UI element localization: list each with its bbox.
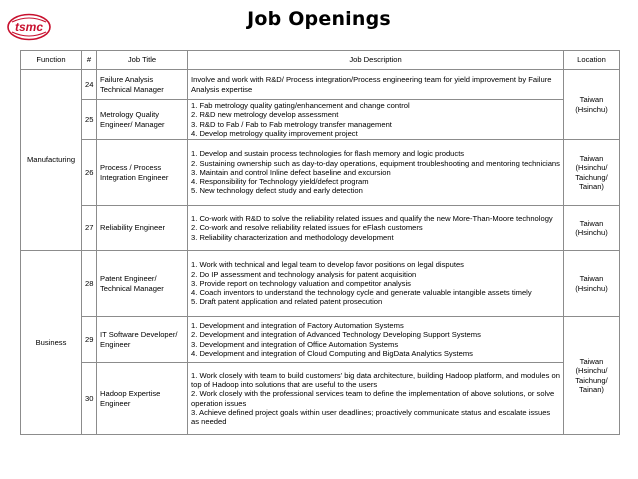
job-description-cell [188, 100, 564, 140]
table-row [21, 251, 620, 317]
column-header-location: Location [564, 51, 620, 70]
job-title-cell: Hadoop Expertise Engineer [97, 363, 188, 435]
table-row [21, 317, 620, 363]
description-line: 4. Coach inventors to understand the technology cycle and generate valuable intangible assets timely [191, 288, 532, 298]
function-cell-business: Business [21, 251, 82, 435]
column-header-function: Function [21, 51, 82, 70]
description-line: 1. Work closely with team to build customers' big data architecture, building Hadoop platform, and modules on top of Hadoop into solutions that are useful to the users [191, 370, 560, 390]
job-description-cell [188, 317, 564, 363]
job-title-cell: Metrology Quality Engineer/ Manager [97, 100, 188, 140]
description-line: 2. Work closely with the professional services team to define the implementation of above solutions, or solve operation issues [191, 389, 555, 408]
description-line: Involve and work with R&D/ Process integration/Process engineering team for yield improvement by Failure Analysis expertise [191, 75, 552, 94]
job-title-cell: Patent Engineer/ Technical Manager [97, 251, 188, 317]
description-line: 2. Do IP assessment and technology analysis for patent acquisition [191, 269, 417, 279]
description-line: 5. New technology defect study and early detection [191, 186, 363, 196]
location-cell: Taiwan (Hsinchu) [564, 251, 620, 317]
description-line: 3. R&D to Fab / Fab to Fab metrology transfer management [191, 119, 392, 129]
logo-text: tsmc [14, 20, 44, 34]
job-title-cell: Reliability Engineer [97, 206, 188, 251]
location-cell: Taiwan (Hsinchu/ Taichung/ Tainan) [564, 317, 620, 435]
job-title-cell: Process / Process Integration Engineer [97, 140, 188, 206]
column-header-job-description: Job Description [188, 51, 564, 70]
job-description-cell [188, 363, 564, 435]
job-title-cell: IT Software Developer/ Engineer [97, 317, 188, 363]
description-line: 2. R&D new metrology develop assessment [191, 110, 339, 120]
table-row [21, 140, 620, 206]
description-line: 1. Develop and sustain process technologies for flash memory and logic products [191, 149, 465, 159]
description-line: 3. Provide report on technology valuation and competitor analysis [191, 278, 411, 288]
column-header-number: # [82, 51, 97, 70]
table-row [21, 70, 620, 100]
job-number-cell: 30 [82, 363, 97, 435]
job-description-cell [188, 206, 564, 251]
job-number-cell: 27 [82, 206, 97, 251]
table-header-row [21, 51, 620, 70]
job-number-cell: 26 [82, 140, 97, 206]
description-line: 5. Draft patent application and related patent prosecution [191, 297, 383, 307]
description-line: 3. Achieve defined project goals within user deadlines; proactively communicate status and escalate issues as needed [191, 407, 551, 426]
job-description-cell [188, 251, 564, 317]
job-number-cell: 24 [82, 70, 97, 100]
description-line: 1. Fab metrology quality gating/enhancement and change control [191, 101, 410, 111]
job-number-cell: 28 [82, 251, 97, 317]
job-title-cell: Failure Analysis Technical Manager [97, 70, 188, 100]
location-cell: Taiwan (Hsinchu/ Taichung/ Tainan) [564, 140, 620, 206]
job-number-cell: 25 [82, 100, 97, 140]
function-cell-manufacturing: Manufacturing [21, 70, 82, 251]
job-description-cell [188, 140, 564, 206]
description-line: 3. Development and integration of Office Automation Systems [191, 339, 399, 349]
job-openings-table [20, 50, 620, 435]
description-line: 2. Development and integration of Advanced Technology Developing Support Systems [191, 330, 481, 340]
location-cell: Taiwan (Hsinchu) [564, 70, 620, 140]
description-line: 2. Co-work and resolve reliability related issues for eFlash customers [191, 223, 423, 233]
location-cell: Taiwan (Hsinchu) [564, 206, 620, 251]
job-number-cell: 29 [82, 317, 97, 363]
description-line: 4. Develop metrology quality improvement project [191, 128, 358, 138]
table-row [21, 206, 620, 251]
job-description-cell [188, 70, 564, 100]
description-line: 2. Sustaining ownership such as day-to-day operations, equipment troubleshooting and mentoring technicians [191, 158, 560, 168]
description-line: 4. Development and integration of Cloud Computing and BigData Analytics Systems [191, 348, 473, 358]
description-line: 1. Development and integration of Factory Automation Systems [191, 321, 404, 331]
description-line: 3. Reliability characterization and methodology development [191, 232, 394, 242]
description-line: 3. Maintain and control Inline defect baseline and excursion [191, 167, 391, 177]
page-title: Job Openings [247, 8, 391, 30]
column-header-job-title: Job Title [97, 51, 188, 70]
table-row [21, 363, 620, 435]
description-line: 1. Work with technical and legal team to develop favor positions on legal disputes [191, 260, 464, 270]
description-line: 1. Co-work with R&D to solve the reliability related issues and qualify the new More-Than-Moore technology [191, 214, 553, 224]
table-row [21, 100, 620, 140]
description-line: 4. Responsibility for Technology yield/defect program [191, 177, 369, 187]
